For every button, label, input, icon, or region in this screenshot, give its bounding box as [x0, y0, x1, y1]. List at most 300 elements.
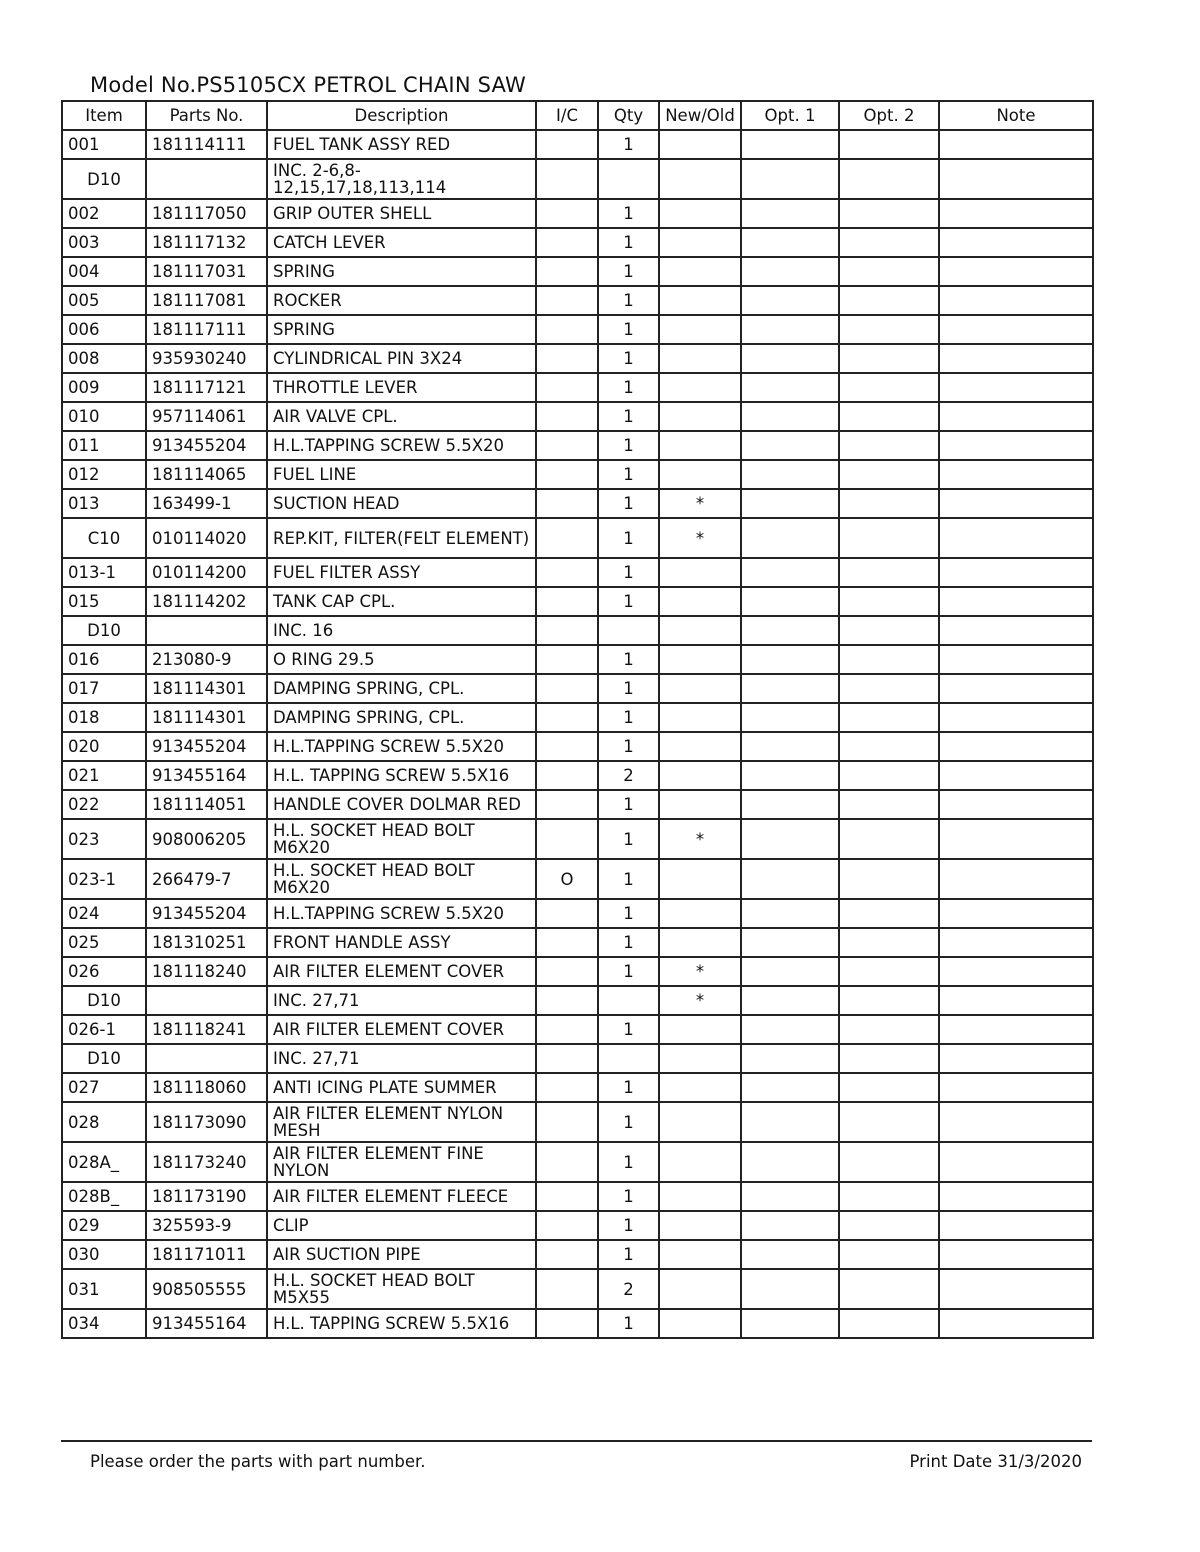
- cell-parts-no: 181114051: [146, 790, 267, 819]
- cell-note: [939, 1102, 1093, 1142]
- cell-note: [939, 315, 1093, 344]
- cell-opt-2: [839, 616, 939, 645]
- cell-description: DAMPING SPRING, CPL.: [267, 674, 536, 703]
- cell-opt-2: [839, 703, 939, 732]
- cell-opt-2: [839, 899, 939, 928]
- cell-new-old: [659, 761, 741, 790]
- cell-opt-2: [839, 732, 939, 761]
- cell-opt-1: [741, 899, 839, 928]
- cell-description: ROCKER: [267, 286, 536, 315]
- table-row: [62, 1182, 1093, 1211]
- cell-ic: [536, 1142, 598, 1182]
- cell-item: 021: [62, 761, 146, 790]
- cell-description: AIR FILTER ELEMENT COVER: [267, 957, 536, 986]
- cell-item: 027: [62, 1073, 146, 1102]
- table-row: [62, 315, 1093, 344]
- cell-item: 003: [62, 228, 146, 257]
- cell-opt-1: [741, 1240, 839, 1269]
- cell-new-old: [659, 228, 741, 257]
- cell-note: [939, 1015, 1093, 1044]
- cell-ic: [536, 315, 598, 344]
- cell-item: 034: [62, 1309, 146, 1338]
- table-row: [62, 1044, 1093, 1073]
- cell-new-old: [659, 315, 741, 344]
- cell-item: 028A_: [62, 1142, 146, 1182]
- cell-qty: 1: [598, 199, 659, 228]
- cell-parts-no: 181310251: [146, 928, 267, 957]
- cell-parts-no: 181173090: [146, 1102, 267, 1142]
- cell-qty: 1: [598, 1240, 659, 1269]
- table-row: [62, 703, 1093, 732]
- cell-note: [939, 1182, 1093, 1211]
- cell-new-old: [659, 732, 741, 761]
- cell-opt-2: [839, 819, 939, 859]
- cell-opt-2: [839, 402, 939, 431]
- table-row: [62, 373, 1093, 402]
- cell-opt-1: [741, 402, 839, 431]
- cell-parts-no: 181117121: [146, 373, 267, 402]
- cell-qty: 1: [598, 587, 659, 616]
- cell-description: O RING 29.5: [267, 645, 536, 674]
- table-row: [62, 819, 1093, 859]
- cell-opt-2: [839, 645, 939, 674]
- cell-parts-no: 181118060: [146, 1073, 267, 1102]
- cell-note: [939, 518, 1093, 558]
- cell-qty: 1: [598, 373, 659, 402]
- cell-opt-2: [839, 1142, 939, 1182]
- cell-description: AIR FILTER ELEMENT COVER: [267, 1015, 536, 1044]
- cell-new-old: [659, 286, 741, 315]
- cell-note: [939, 1142, 1093, 1182]
- cell-description: FUEL LINE: [267, 460, 536, 489]
- table-row: [62, 1240, 1093, 1269]
- cell-note: [939, 761, 1093, 790]
- cell-parts-no: 957114061: [146, 402, 267, 431]
- table-row: [62, 645, 1093, 674]
- cell-qty: 1: [598, 928, 659, 957]
- cell-opt-1: [741, 558, 839, 587]
- cell-ic: [536, 402, 598, 431]
- cell-parts-no: 163499-1: [146, 489, 267, 518]
- cell-parts-no: 908505555: [146, 1269, 267, 1309]
- cell-parts-no: 181114111: [146, 130, 267, 159]
- cell-qty: 1: [598, 732, 659, 761]
- cell-opt-1: [741, 257, 839, 286]
- cell-item: 008: [62, 344, 146, 373]
- cell-new-old: [659, 1182, 741, 1211]
- table-row: [62, 986, 1093, 1015]
- column-header-item: Item: [62, 101, 146, 130]
- cell-ic: [536, 1044, 598, 1073]
- cell-description: SPRING: [267, 315, 536, 344]
- table-row: [62, 431, 1093, 460]
- table-row: [62, 899, 1093, 928]
- cell-opt-2: [839, 587, 939, 616]
- cell-parts-no: 181117050: [146, 199, 267, 228]
- cell-ic: [536, 928, 598, 957]
- cell-new-old: *: [659, 986, 741, 1015]
- cell-opt-2: [839, 1211, 939, 1240]
- cell-qty: 1: [598, 703, 659, 732]
- cell-opt-2: [839, 1102, 939, 1142]
- cell-opt-2: [839, 761, 939, 790]
- cell-new-old: [659, 1073, 741, 1102]
- footer-note: Please order the parts with part number.: [90, 1452, 426, 1471]
- cell-note: [939, 703, 1093, 732]
- cell-item: 023-1: [62, 859, 146, 899]
- cell-note: [939, 899, 1093, 928]
- cell-ic: [536, 286, 598, 315]
- cell-item: 017: [62, 674, 146, 703]
- cell-opt-1: [741, 1269, 839, 1309]
- column-header-opt-2: Opt. 2: [839, 101, 939, 130]
- cell-ic: [536, 1309, 598, 1338]
- cell-item: 031: [62, 1269, 146, 1309]
- column-header-parts-no: Parts No.: [146, 101, 267, 130]
- cell-ic: [536, 587, 598, 616]
- cell-item: 013: [62, 489, 146, 518]
- cell-qty: 1: [598, 286, 659, 315]
- cell-opt-1: [741, 199, 839, 228]
- cell-description: H.L. SOCKET HEAD BOLT M6X20: [267, 819, 536, 859]
- cell-opt-1: [741, 460, 839, 489]
- cell-opt-2: [839, 1015, 939, 1044]
- cell-qty: 1: [598, 899, 659, 928]
- cell-opt-2: [839, 199, 939, 228]
- cell-item: 028B_: [62, 1182, 146, 1211]
- cell-item: 030: [62, 1240, 146, 1269]
- cell-opt-2: [839, 130, 939, 159]
- cell-description: SUCTION HEAD: [267, 489, 536, 518]
- cell-parts-no: 181171011: [146, 1240, 267, 1269]
- cell-qty: 1: [598, 460, 659, 489]
- cell-ic: [536, 703, 598, 732]
- cell-description: SPRING: [267, 257, 536, 286]
- cell-new-old: [659, 790, 741, 819]
- cell-new-old: [659, 431, 741, 460]
- cell-description: H.L. SOCKET HEAD BOLT M6X20: [267, 859, 536, 899]
- cell-item: 020: [62, 732, 146, 761]
- cell-qty: 1: [598, 315, 659, 344]
- cell-item: D10: [62, 1044, 146, 1073]
- cell-note: [939, 732, 1093, 761]
- cell-parts-no: 010114020: [146, 518, 267, 558]
- cell-opt-2: [839, 558, 939, 587]
- cell-description: FUEL TANK ASSY RED: [267, 130, 536, 159]
- cell-parts-no: [146, 986, 267, 1015]
- cell-qty: [598, 616, 659, 645]
- cell-new-old: *: [659, 957, 741, 986]
- cell-new-old: [659, 703, 741, 732]
- cell-opt-2: [839, 986, 939, 1015]
- cell-qty: 2: [598, 1269, 659, 1309]
- cell-description: HANDLE COVER DOLMAR RED: [267, 790, 536, 819]
- cell-opt-2: [839, 159, 939, 199]
- cell-description: FRONT HANDLE ASSY: [267, 928, 536, 957]
- cell-ic: [536, 1182, 598, 1211]
- table-row: [62, 928, 1093, 957]
- cell-description: INC. 27,71: [267, 986, 536, 1015]
- cell-opt-2: [839, 928, 939, 957]
- cell-note: [939, 402, 1093, 431]
- cell-opt-2: [839, 1182, 939, 1211]
- cell-opt-1: [741, 286, 839, 315]
- cell-parts-no: 181118240: [146, 957, 267, 986]
- cell-new-old: [659, 1044, 741, 1073]
- cell-note: [939, 460, 1093, 489]
- cell-ic: [536, 819, 598, 859]
- cell-opt-1: [741, 1015, 839, 1044]
- cell-opt-2: [839, 373, 939, 402]
- cell-qty: 1: [598, 1182, 659, 1211]
- footer-print-date: Print Date 31/3/2020: [909, 1452, 1082, 1471]
- cell-note: [939, 1240, 1093, 1269]
- cell-description: H.L. SOCKET HEAD BOLT M5X55: [267, 1269, 536, 1309]
- cell-qty: 1: [598, 1102, 659, 1142]
- cell-ic: [536, 790, 598, 819]
- cell-ic: [536, 159, 598, 199]
- cell-new-old: [659, 558, 741, 587]
- footer-divider: [61, 1440, 1092, 1442]
- cell-qty: [598, 986, 659, 1015]
- cell-opt-1: [741, 1211, 839, 1240]
- cell-ic: [536, 518, 598, 558]
- cell-parts-no: 913455204: [146, 899, 267, 928]
- cell-item: 006: [62, 315, 146, 344]
- cell-parts-no: 913455204: [146, 431, 267, 460]
- cell-note: [939, 489, 1093, 518]
- cell-note: [939, 587, 1093, 616]
- cell-item: 023: [62, 819, 146, 859]
- table-row: [62, 402, 1093, 431]
- cell-qty: 1: [598, 819, 659, 859]
- table-header-row: [62, 101, 1093, 130]
- cell-note: [939, 790, 1093, 819]
- cell-opt-1: [741, 819, 839, 859]
- column-header-description: Description: [267, 101, 536, 130]
- table-row: [62, 1142, 1093, 1182]
- cell-qty: 1: [598, 1073, 659, 1102]
- cell-item: C10: [62, 518, 146, 558]
- table-row: [62, 761, 1093, 790]
- cell-description: THROTTLE LEVER: [267, 373, 536, 402]
- cell-item: 016: [62, 645, 146, 674]
- table-row: [62, 1073, 1093, 1102]
- cell-note: [939, 819, 1093, 859]
- cell-ic: [536, 761, 598, 790]
- cell-description: ANTI ICING PLATE SUMMER: [267, 1073, 536, 1102]
- cell-parts-no: [146, 616, 267, 645]
- cell-opt-2: [839, 228, 939, 257]
- column-header-opt-1: Opt. 1: [741, 101, 839, 130]
- cell-item: 028: [62, 1102, 146, 1142]
- cell-new-old: [659, 159, 741, 199]
- cell-new-old: [659, 859, 741, 899]
- cell-parts-no: 913455204: [146, 732, 267, 761]
- table-row: [62, 489, 1093, 518]
- table-row: [62, 1211, 1093, 1240]
- cell-parts-no: 181173190: [146, 1182, 267, 1211]
- cell-new-old: [659, 1211, 741, 1240]
- cell-parts-no: 913455164: [146, 761, 267, 790]
- cell-item: 018: [62, 703, 146, 732]
- cell-note: [939, 957, 1093, 986]
- cell-opt-1: [741, 489, 839, 518]
- cell-opt-2: [839, 518, 939, 558]
- cell-opt-2: [839, 1240, 939, 1269]
- cell-item: 009: [62, 373, 146, 402]
- cell-description: TANK CAP CPL.: [267, 587, 536, 616]
- cell-opt-2: [839, 1073, 939, 1102]
- table-row: [62, 159, 1093, 199]
- cell-opt-1: [741, 674, 839, 703]
- cell-item: D10: [62, 616, 146, 645]
- cell-new-old: [659, 257, 741, 286]
- cell-description: INC. 16: [267, 616, 536, 645]
- cell-note: [939, 986, 1093, 1015]
- cell-ic: [536, 1269, 598, 1309]
- table-row: [62, 732, 1093, 761]
- cell-new-old: [659, 344, 741, 373]
- cell-qty: 1: [598, 1211, 659, 1240]
- cell-qty: 1: [598, 1142, 659, 1182]
- cell-qty: 1: [598, 859, 659, 899]
- cell-parts-no: 213080-9: [146, 645, 267, 674]
- cell-note: [939, 1269, 1093, 1309]
- cell-item: 015: [62, 587, 146, 616]
- cell-item: 001: [62, 130, 146, 159]
- cell-description: DAMPING SPRING, CPL.: [267, 703, 536, 732]
- cell-parts-no: 181114065: [146, 460, 267, 489]
- cell-description: H.L.TAPPING SCREW 5.5X20: [267, 899, 536, 928]
- cell-qty: 1: [598, 228, 659, 257]
- cell-parts-no: [146, 159, 267, 199]
- cell-opt-1: [741, 1073, 839, 1102]
- cell-description: H.L. TAPPING SCREW 5.5X16: [267, 1309, 536, 1338]
- table-row: [62, 257, 1093, 286]
- cell-new-old: [659, 373, 741, 402]
- cell-item: 029: [62, 1211, 146, 1240]
- cell-opt-1: [741, 130, 839, 159]
- cell-new-old: [659, 1102, 741, 1142]
- cell-ic: [536, 373, 598, 402]
- cell-new-old: [659, 402, 741, 431]
- cell-qty: 1: [598, 257, 659, 286]
- cell-parts-no: [146, 1044, 267, 1073]
- cell-new-old: [659, 130, 741, 159]
- cell-opt-1: [741, 1102, 839, 1142]
- cell-qty: 1: [598, 558, 659, 587]
- cell-opt-1: [741, 228, 839, 257]
- cell-parts-no: 181114301: [146, 703, 267, 732]
- cell-ic: [536, 199, 598, 228]
- table-row: [62, 1269, 1093, 1309]
- cell-ic: [536, 558, 598, 587]
- cell-opt-2: [839, 1309, 939, 1338]
- cell-opt-1: [741, 957, 839, 986]
- cell-new-old: [659, 1269, 741, 1309]
- cell-qty: 1: [598, 489, 659, 518]
- table-row: [62, 1309, 1093, 1338]
- cell-item: 025: [62, 928, 146, 957]
- cell-qty: 1: [598, 402, 659, 431]
- cell-new-old: *: [659, 489, 741, 518]
- cell-ic: [536, 986, 598, 1015]
- cell-description: CYLINDRICAL PIN 3X24: [267, 344, 536, 373]
- cell-note: [939, 1073, 1093, 1102]
- cell-parts-no: 181117111: [146, 315, 267, 344]
- cell-ic: [536, 616, 598, 645]
- cell-new-old: *: [659, 819, 741, 859]
- cell-ic: [536, 899, 598, 928]
- cell-note: [939, 344, 1093, 373]
- table-row: [62, 228, 1093, 257]
- column-header-note: Note: [939, 101, 1093, 130]
- cell-description: H.L.TAPPING SCREW 5.5X20: [267, 431, 536, 460]
- cell-item: D10: [62, 159, 146, 199]
- table-row: [62, 344, 1093, 373]
- cell-description: GRIP OUTER SHELL: [267, 199, 536, 228]
- column-header-qty: Qty: [598, 101, 659, 130]
- cell-item: 026: [62, 957, 146, 986]
- cell-note: [939, 373, 1093, 402]
- cell-note: [939, 228, 1093, 257]
- cell-ic: [536, 645, 598, 674]
- cell-ic: [536, 1015, 598, 1044]
- cell-description: H.L.TAPPING SCREW 5.5X20: [267, 732, 536, 761]
- cell-item: 011: [62, 431, 146, 460]
- cell-opt-2: [839, 859, 939, 899]
- table-row: [62, 286, 1093, 315]
- cell-opt-2: [839, 489, 939, 518]
- cell-qty: [598, 1044, 659, 1073]
- cell-qty: 1: [598, 130, 659, 159]
- table-row: [62, 674, 1093, 703]
- cell-note: [939, 431, 1093, 460]
- cell-parts-no: 181114202: [146, 587, 267, 616]
- cell-ic: [536, 1240, 598, 1269]
- cell-note: [939, 1309, 1093, 1338]
- cell-opt-1: [741, 587, 839, 616]
- cell-item: 005: [62, 286, 146, 315]
- cell-opt-2: [839, 460, 939, 489]
- table-row: [62, 616, 1093, 645]
- cell-opt-1: [741, 645, 839, 674]
- cell-item: 012: [62, 460, 146, 489]
- cell-ic: [536, 957, 598, 986]
- cell-parts-no: 181117031: [146, 257, 267, 286]
- cell-ic: [536, 732, 598, 761]
- cell-opt-1: [741, 1182, 839, 1211]
- cell-qty: 2: [598, 761, 659, 790]
- cell-parts-no: 908006205: [146, 819, 267, 859]
- cell-parts-no: 010114200: [146, 558, 267, 587]
- cell-parts-no: 913455164: [146, 1309, 267, 1338]
- cell-description: CLIP: [267, 1211, 536, 1240]
- cell-parts-no: 181117132: [146, 228, 267, 257]
- cell-opt-1: [741, 616, 839, 645]
- cell-note: [939, 558, 1093, 587]
- table-row: [62, 130, 1093, 159]
- cell-description: AIR VALVE CPL.: [267, 402, 536, 431]
- cell-opt-2: [839, 431, 939, 460]
- parts-table-body: [62, 130, 1093, 1338]
- cell-description: AIR FILTER ELEMENT FLEECE: [267, 1182, 536, 1211]
- cell-ic: [536, 489, 598, 518]
- cell-opt-1: [741, 1309, 839, 1338]
- cell-ic: [536, 344, 598, 373]
- table-row: [62, 558, 1093, 587]
